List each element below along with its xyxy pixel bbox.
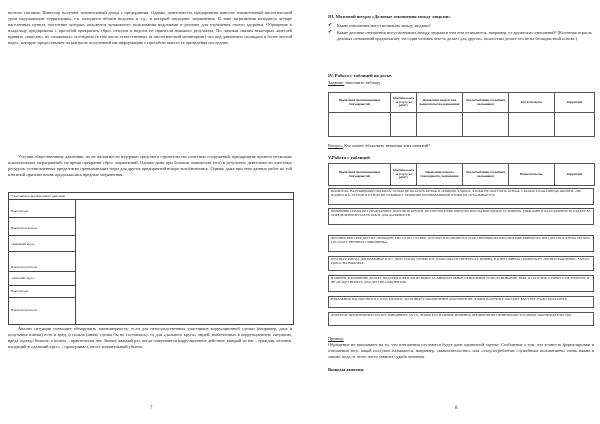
bullet-text: Какие отношения могут возникать между людьми? (337, 23, 431, 28)
diagram-blank-area (75, 200, 294, 324)
situation-row-4: КРУПНАЯ ФИРМА ДОГОВАРИВАЕТСЯ С ДЕПУТАТОМ, ЧТОБЫ ТОТ ГОЛОСОВАЛ В ИНТЕРЕСАХ ФИРМЫ. В ОТВЕТ ФИРМА ПООБЕЩАЕТ «ВОЗНАГРАЖДЕНИЕ» ЗА ЕГО ГОЛОС НА ВЫБОРАХ. (328, 256, 594, 271)
table1-header: Обычная плата за услугу, за работу (391, 93, 417, 113)
diagram-label-bribe-taker-2: Взяткополучатель (11, 265, 38, 269)
diagram-label-near-circle: «Ближний круг» (11, 242, 35, 246)
bullet-marker-icon: ✔ (328, 23, 333, 28)
situation-row-3: ЧЕЛОВЕК БЫСТРЕЕ ДРУГИХ ПРОХОДИТ МЕСТО ПО СЛУЖБЕ, ПОТОМУ ЧТО ЯВЛЯЕТСЯ РОДСТВЕННИКОМ ИЛИ ПРОТЕЖЕ МИНИСТРА ИЛИ ДРУГОГО ЧЛЕНА ОРГАНА ГОСУДАРСТВЕННОГО ЧИНОВНИКА. (328, 235, 594, 252)
situation-row-6: НАЧАЛЬНИК ПАСПОРТНОГО СТОЛА МЕДЛИТ, ЗАТЯГИВАЕТ ОФОРМЛЕНИЕ ДОКУМЕНТОВ. ЧТОБЫ ПОЛУЧИТЬ ПАСПОРТ БЫСТРЕЕ, НАДО ЗАПЛАТИТЬ. (328, 296, 594, 308)
example-label: Пример: (328, 336, 344, 341)
table-1 (328, 92, 595, 137)
table2-header: Коррупция (555, 164, 595, 186)
section-4-heading: IV. Работа с таблицей на доске. (328, 73, 393, 78)
situation-row-7: ДИРЕКТОР ПРЕДПРИЯТИЯ ПЛАТИТ ЧИНОВНИКУ ЗА ТО, ЧТОБЫ ЕГО НУЖНЫЕ РЕШЕНИЯ ПРЕДПРИЯТИЯ ПРИНИМАЛИСЬ В ОБХОД ЗАКОНОДАТЕЛЬСТВА. (328, 312, 594, 326)
table2-header: Вымогательство (509, 164, 555, 186)
diagram-label-bribe-giver-2: Взятодатель (11, 289, 29, 293)
situation-row-2: ЧИНОВНИК ПОМОГАЕТ ГРАЖДАНИНУ ПОЛУЧИТЬ КРЕДИТ ПО ИПОТЕКЕ ВНЕ ОЧЕРЕДИ ИЛИ НА ВЫГОДНЫХ УСЛОВИЯХ. ГРАЖДАНЕ В БЛАГОДАРНОСТЬ ОТДАЕТ ЗА ОПРЕДЕЛЕННУЮ ЧАСТЬ РАБОТ ДЛЯ ДОЛЖНОСТИ. (328, 208, 594, 225)
diagram-label-far-circle: «Дальний круг» (11, 276, 35, 280)
diagram-separator (9, 271, 75, 272)
page-number-right: 8 (455, 406, 458, 411)
task-text: заполните таблицу (344, 80, 381, 85)
left-paragraph-3: Анализ ситуации позволяет обнаружить закономерность: если для непосредственных участников коррупционной сделки (например, дача и получение взятки) есть и вред, и польза (иначе сделка бы не состоялась), то для «дальнего круга» людей, вовлеченных в коррупционную ситуацию, вреда гораздо больше, а польза – практически нет. Значит, каждый раз, когда совершается коррупционное действие, каждый из нас – граждан, человек, входящий в «дальний круг» – проигрывает, несет значительный убыток. (8, 326, 292, 349)
diagram-label-bribe-taker-3: Взяткополучатель (11, 308, 38, 312)
bullet-item-2 (328, 30, 595, 42)
table1-header: Злоупотребление служебным положением (463, 93, 509, 113)
left-paragraph-2: Уступив общественному давлению, но не желая нести издержки средства в строительство очистных сооружений, предприятие провело несколько показательных мероприятий, на время прекратив сброс загрязнений. Однако даже при близком знакомстве (его) в результате деятельности очистных ресурсов, установленных пределов не превышающих норм для других предприятий вскоре возобновились. Однако даже при этих данных работ по той или иной причине вновь продолжились вредные загрязнения. (8, 154, 292, 177)
corruption-participants-diagram (8, 192, 294, 325)
diagram-separator (9, 285, 75, 286)
section-5-heading: V.Работа с таблицей (328, 155, 370, 160)
table1-empty-row (329, 113, 595, 137)
section-3-heading: III. Мозговой штурм «Деловые отношения между людьми» (328, 14, 451, 19)
bullet-marker-icon: ✔ (328, 30, 333, 35)
left-paragraph-1: весного писания. Инвестор получает значительный доход с предприятия. Однако, деятельность предприятия наносит значительный экологический урон окружающим территориям, т.к. находится вблизи водоема и т.д., в который попадают загрязнения. В зоне загрязнения находятся четыре населенных пункта, население которых опасаются возможного пользования водоемами в регионе для улучшения своего здоровья. Обращение к владельцу предприятия с просьбой прекратить сброс отходов в водоем не принесли никакого результата. По личным связям некоторых жителей принято «вписать» их «знакомых» последних (в том числе ответственных за экологический мониторинг) что под давлением «попадать в более чистой воде», которую предоставляет на контроле полученной им информацию с просьбою вместо ее проведения последних. (8, 10, 292, 45)
diagram-separator (9, 217, 75, 218)
task-label: Задание: (328, 80, 345, 85)
question-label: Вопрос: (328, 143, 344, 148)
situation-row-5: ПАЦИЕНТ В БОЛЬНИЦЕ ДЕЛАЕТ ПОДАРКИ ИЛИ ПЛАТИТ ВРАЧУ ЗА ВНИМАТЕЛЬНОЕ ОТНОШЕНИЕ И ОБСЛУЖИВАНИЕ. ВРАЧ, ОТ КОТОРОГО НИЧЕГО НЕ ТРЕБУЮТ, И НЕ ДЕЛАЕТ НИЧЕГО ДЛЯ ДРУГИХ ПАЦИЕНТОВ. (328, 275, 594, 292)
table1-header: Коррупция (555, 93, 595, 113)
diagram-separator (9, 235, 75, 236)
task-line (328, 80, 380, 86)
table2-header: Злоупотребление служебным положением (463, 164, 509, 186)
table1-header: Проявление противозаконных благодарностей (329, 93, 391, 113)
conclusion-heading: Выводы занятия. (328, 367, 365, 372)
table2-header: Проявление подкупа благодарность, подношения (417, 164, 463, 186)
diagram-label-bribe-giver-1: Взятодатель (11, 209, 29, 213)
diagram-separator (9, 297, 75, 298)
table-2 (328, 163, 595, 186)
diagram-separator (9, 251, 75, 252)
table1-header: Проявление подкуп, или вымогательства подношения (417, 93, 463, 113)
page-number-left: 7 (150, 406, 153, 411)
situation-row-1: ВОДИТЕЛЬ, НАРУШИВШИЙ ПРАВИЛА, ЧТОБЫ НЕ ПЛАТИТЬ ШТРАФ И ЛИШНИХ ХЛОПОТ. ЧТОБЫ НЕ ПОЛУЧИТЬ ШТРАФ. СТАРАЯСЬ КАК-НИБУДЬ ОБОЙТИ, «НЕ ПОДНОСИТ» ГРУЗОВ И ОТ НИХ НЕ ОТБИВАЕТ. ГАИШНИК ПРИНИМАЮЩИЙ ЧТОБЫ НЕ ОТКАЗЫВАЕТСЯ. (328, 188, 594, 205)
question-line (328, 143, 430, 149)
diagram-header: Участники коррупционного действия (9, 193, 293, 200)
table2-header: Проявление противозаконных благодарностей (329, 164, 391, 186)
question-text: Кто может объяснить значения этих понятий? (343, 143, 431, 148)
bullet-text: Какие деловые отношения могут возникать между людьми и чем они отличаются, например, от дружеских отношений? (Колонная отрасль деловых отношений предполагает, что один человек чем-то делает для другого, полностью делает это не на бескорыстной основе.) (337, 30, 592, 41)
diagram-label-bribe-taker-1: Взяткополучатель (11, 226, 38, 230)
table2-header: Обычная плата за услугу, за работу (391, 164, 417, 186)
bullet-item-1 (328, 23, 595, 29)
example-paragraph: Обращение не вписывают на то, что отношения случаются будут дань одиночной оценке. Сообщение о том, что точность формулировки и отношения того, какой поступок называется, например, «вымогательство» или «злоупотребление служебным положением» очень важна в законе, ведь от этого часто зависит судьба человека. (328, 342, 594, 359)
table1-header: Кто отличается (509, 93, 555, 113)
